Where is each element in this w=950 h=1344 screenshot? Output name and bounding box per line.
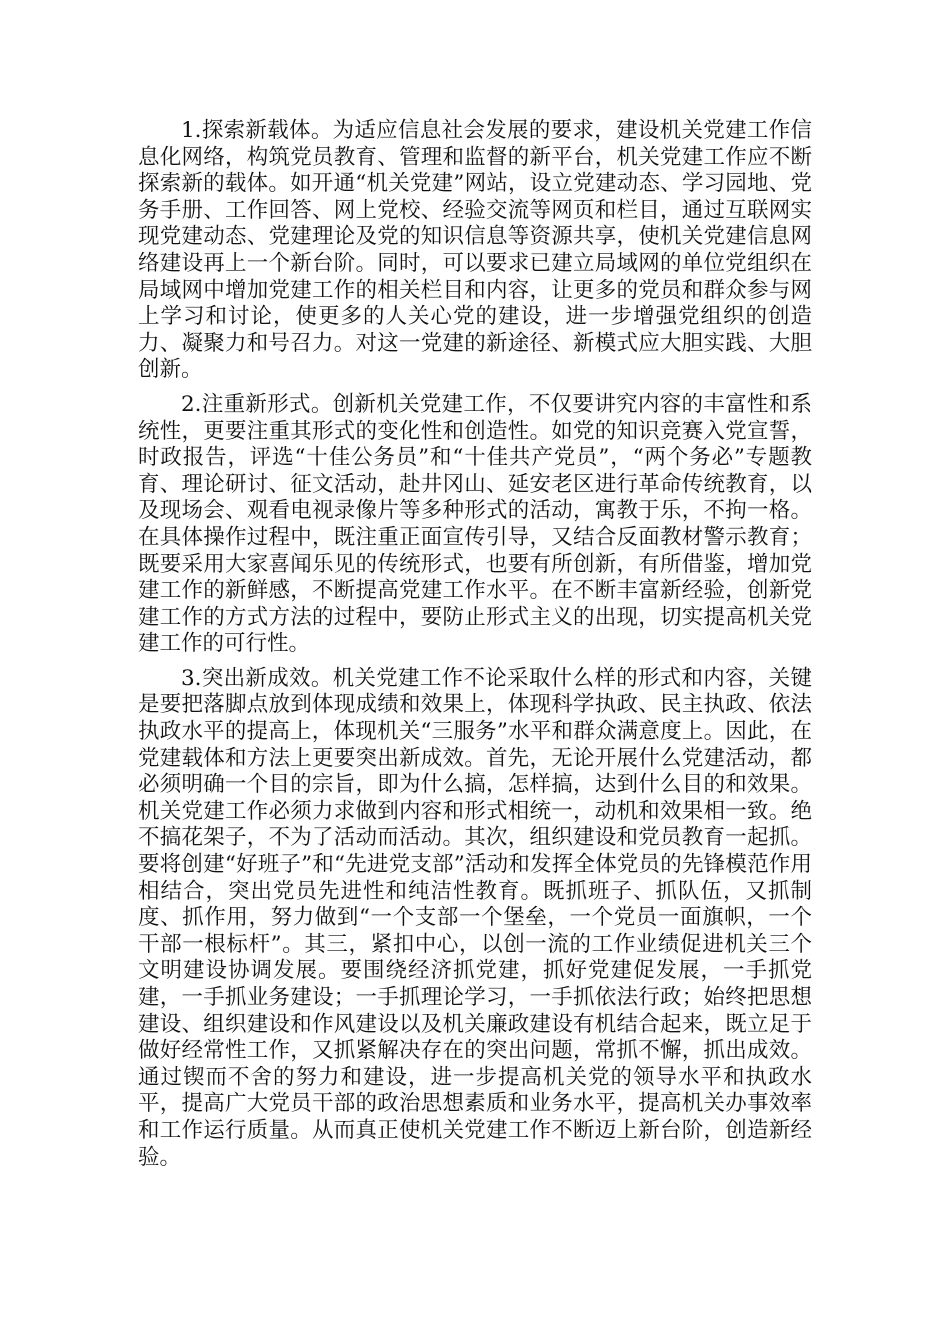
paragraph-explore-new-carrier: 1.探索新载体。为适应信息社会发展的要求，建设机关党建工作信息化网络，构筑党员教育、管理和监督的新平台，机关党建工作应不断探索新的载体。如开通“机关党建”网站，设立党建动态、学习园地、党务手册、工作回答、网上党校、经验交流等网页和栏目，通过互联网实现党建动态、党建理论及党的知识信息等资源共享，使机关党建信息网络建设再上一个新台阶。同时，可以要求已建立局域网的单位党组织在局域网中增加党建工作的相关栏目和内容，让更多的党员和群众参与网上学习和讨论，使更多的人关心党的建设，进一步增强党组织的创造力、凝聚力和号召力。对这一党建的新途径、新模式应大胆实践、大胆创新。 [138, 118, 812, 383]
document-body [138, 118, 812, 1179]
paragraph-new-results: 3.突出新成效。机关党建工作不论采取什么样的形式和内容，关键是要把落脚点放到体现成绩和效果上，体现科学执政、民主执政、依法执政水平的提高上，体现机关“三服务”水平和群众满意度上。因此，在党建载体和方法上更要突出新成效。首先，无论开展什么党建活动，都必须明确一个目的宗旨，即为什么搞，怎样搞，达到什么目的和效果。机关党建工作必须力求做到内容和形式相统一，动机和效果相一致。绝不搞花架子，不为了活动而活动。其次，组织建设和党员教育一起抓。要将创建“好班子”和“先进党支部”活动和发挥全体党员的先锋模范作用相结合，突出党员先进性和纯洁性教育。既抓班子、抓队伍，又抓制度、抓作用，努力做到“一个支部一个堡垒，一个党员一面旗帜，一个干部一根标杆”。其三，紧扣中心，以创一流的工作业绩促进机关三个文明建设协调发展。要围绕经济抓党建，抓好党建促发展，一手抓党建，一手抓业务建设；一手抓理论学习，一手抓依法行政；始终把思想建设、组织建设和作风建设以及机关廉政建设有机结合起来，既立足于做好经常性工作，又抓紧解决存在的突出问题，常抓不懈，抓出成效。通过锲而不舍的努力和建设，进一步提高机关党的领导水平和执政水平，提高广大党员干部的政治思想素质和业务水平，提高机关办事效率和工作运行质量。从而真正使机关党建工作不断迈上新台阶，创造新经验。 [138, 665, 812, 1170]
paragraph-new-forms: 2.注重新形式。创新机关党建工作，不仅要讲究内容的丰富性和系统性，更要注重其形式的变化性和创造性。如党的知识竞赛入党宣誓，时政报告，评选“十佳公务员”和“十佳共产党员”，“两个务必”专题教育、理论研讨、征文活动，赴井冈山、延安老区进行革命传统教育，以及现场会、观看电视录像片等多种形式的活动，寓教于乐，不拘一格。在具体操作过程中，既注重正面宣传引导，又结合反面教材警示教育；既要采用大家喜闻乐见的传统形式，也要有所创新，有所借鉴，增加党建工作的新鲜感，不断提高党建工作水平。在不断丰富新经验，创新党建工作的方式方法的过程中，要防止形式主义的出现，切实提高机关党建工作的可行性。 [138, 391, 812, 657]
